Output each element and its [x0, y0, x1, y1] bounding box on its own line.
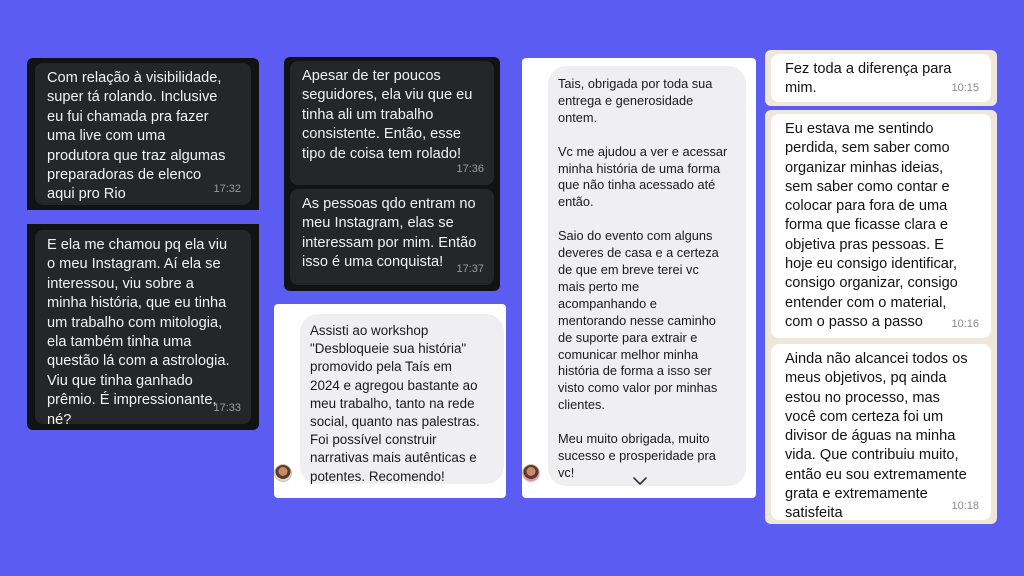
avatar	[274, 464, 292, 482]
message-text: E ela me chamou pq ela viu o meu Instagram. Aí ela se interessou, viu sobre a minha história, que eu tinha um trabalho com mitologia, ela também tinha uma questão lá com a astrologia. Viu que tinha ganhado prêmio. É impressionante, né?	[47, 237, 230, 428]
message-time: 17:32	[213, 182, 241, 195]
card-gap	[27, 210, 259, 224]
message-text: Fez toda a diferença para mim.	[785, 61, 952, 97]
message-text: Assisti ao workshop "Desbloqueie sua história" promovido pela Taís em 2024 e agregou bastante ao meu trabalho, tanto na rede social, quanto nas palestras. Foi possível construir narrativas mais autênticas e potentes. Recomendo!	[310, 323, 480, 484]
testimonial-card-2	[284, 57, 500, 291]
message-time: 17:33	[213, 401, 241, 414]
message-bubble	[771, 114, 991, 338]
message-text: Apesar de ter poucos seguidores, ela viu que eu tinha ali um trabalho consistente. Então, esse tipo de coisa tem rolado!	[302, 68, 473, 162]
message-time: 10:15	[951, 81, 979, 94]
message-bubble	[771, 344, 991, 520]
testimonial-card-1	[27, 58, 259, 430]
message-bubble	[771, 54, 991, 102]
message-bubble	[300, 314, 504, 484]
chevron-down-icon[interactable]	[630, 474, 650, 488]
message-time: 17:37	[456, 262, 484, 275]
message-bubble	[290, 61, 494, 185]
message-time: 10:18	[951, 499, 979, 512]
message-text: Eu estava me sentindo perdida, sem saber como organizar minhas ideias, sem saber como contar e colocar para fora de uma forma que ficasse clara e objetiva pras pessoas. E hoje eu consigo identificar, consigo organizar, consigo entender com o material, com o passo a passo	[785, 121, 958, 330]
message-text: Com relação à visibilidade, super tá rolando. Inclusive eu fui chamada pra fazer uma live com uma produtora que traz algumas preparadoras de elenco aqui pro Rio	[47, 70, 226, 203]
message-bubble	[290, 189, 494, 285]
message-bubble	[548, 66, 746, 486]
message-text: As pessoas qdo entram no meu Instagram, elas se interessam por mim. Então isso é uma conquista!	[302, 196, 477, 271]
avatar	[522, 464, 540, 482]
testimonial-card-4	[522, 58, 756, 498]
message-text: Tais, obrigada por toda sua entrega e generosidade ontem. Vc me ajudou a ver e acessar minha história de uma forma que não tinha acessado até então. Saio do evento com alguns deveres de casa e a certeza de que em breve terei vc mais perto me acompanhando e mentorando nesse caminho de suporte para extrair e comunicar melhor minha história de forma a isso ser visto como valor por minhas clientes. Meu muito obrigada, muito sucesso e prosperidade pra vc!	[558, 76, 728, 480]
message-time: 17:36	[456, 162, 484, 175]
message-bubble	[35, 63, 251, 205]
message-bubble	[35, 230, 251, 428]
message-time: 10:16	[951, 317, 979, 330]
message-text: Ainda não alcancei todos os meus objetivos, pq ainda estou no processo, mas você com certeza foi um divisor de águas na minha vida. Que contribuiu muito, então eu sou extremamente grata e extremamente satisfeita	[785, 351, 968, 522]
testimonial-card-3	[274, 304, 506, 498]
testimonial-card-5	[765, 50, 997, 524]
